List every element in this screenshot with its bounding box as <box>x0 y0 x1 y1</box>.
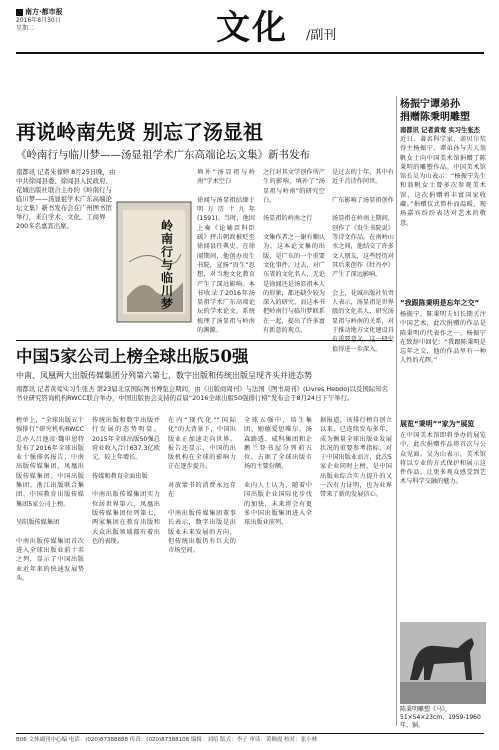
article1-col2: 填补“汤显祖与岭南”学术空白 徐闻与汤显祖结缘于明万历十九年(1591)。当时，他因上奏《论辅臣科臣疏》抨击朝政被贬至徐闻县任典史。在徐闻期间，他创办贵生书院，宣扬“贵生”思想，对当地文化教育产生了深远影响。本书收录了2016年汤显祖学术广东高端论坛的学术论文，系统梳理了汤显祖与岭南的渊源。 <box>197 169 255 335</box>
article1-col3: 之行对其文学创作所产生的影响，填补了“汤显祖与岭南”的研究空白。 汤显祖的岭南之行 文集作者之一谢有顺认为，这本论文集的出版，是广东的一个重要文化事件。过去，对广东省的文化名人，无论是徐闻还是汤显祖本人的形象，都还缺少较为深入的研究，而这本书把岭南行与临川梦联系在一起，提出了许多富有新意的观点。 <box>263 169 325 335</box>
article1-byline: 南都讯 记者朱蓉婷 8月25日晚，由中共徐闻县委、徐闻县人民政府、花城出版社联合主办的《岭南行与临川梦——汤显祖学术广东高端论坛文集》新书发布会在广州图书馆举行，来自学术、文化、工商界200多名嘉宾出席。 <box>16 168 116 230</box>
masthead <box>16 8 486 48</box>
article2-col3: 在内“现代化”“国际化”的大背景下，中国出版业正加速走向世界。报告还显示，中国的出版机构在全球的影响力正在逐步提升。 对放蒙书的消费永远存在 中南出版传媒集团董事长表示，数字出版是出版业未来发展的方向，但传统出版仍有巨大的市场空间。 <box>168 417 236 555</box>
article2-rule <box>16 340 392 341</box>
article2-headline: 中国5家公司上榜全球出版50强 <box>16 347 249 366</box>
article1-col4: 是过去的十年，其中有近千首诗作问世。 广东影响了汤显祖创作 汤显祖在岭南上期间，创作了《贵生书院说》等诗文作品。在南岭山水之间，他结交了许多文人朋友，这些经历对其后来创作《牡丹亭》产生了深远影响。 会上，花城出版社负责人表示，汤显祖是世界级的文化名人，研究汤显祖与岭南的关系，对于推动地方文化建设具有重要意义，这一研究值得进一步深入。 <box>332 169 394 353</box>
paper-info <box>16 8 106 33</box>
article1-headline: 再说岭南先贤 别忘了汤显祖 <box>16 120 263 144</box>
article2-col4: 全球五强中，培生集团、励德爱思唯尔、汤森路透、威科集团和企鹅兰登书屋分列前五位，占据了全球出版市场的主要份额。 业内人士认为，随着中国出版企业国际化步伐的加快，未来将会有更多中国出版集团进入全球出版业前列。 <box>244 417 312 527</box>
sidebar-article <box>400 98 486 547</box>
paper-name: 南方·都市报 <box>25 8 63 16</box>
page-footer: B06 文体副刊中心编 电话：(020)87388888 传真：(020)87388108 编辑：刘培 版式：李子 审读：黄婉霞 校对：张小林 <box>16 733 484 745</box>
sidebar-body: 近日，著名科学家、诺贝尔奖得主杨振宁、谭弟孙与夫人翁帆女士向中国美术馆捐赠了陈秉明的雕塑作品。中国美术馆馆长吴为山表示：“杨振宁先生和翁帆女士曾多次参观美术馆，这次捐赠将丰富国家收藏。”捐赠仪式简朴而温暖，现场嘉宾纷纷表达对艺术的敬意。 <box>400 136 486 227</box>
sidebar-body-3: 在中国美术馆即将举办的展览中，此次捐赠作品将首次与公众见面。吴为山表示，美术馆将以专业的方式保护和展示这件作品，让更多观众感受到艺术与科学交融的魅力。 <box>400 432 486 486</box>
article2-col1: 榜单上，“全球出版五十强排行”研究机构RWCC总办人吕他帝·魏申恩特发布了2016年全球出版业十强排名报告，中南出版传媒集团、凤凰出版传媒集团、中国出版集团、浙江出版联合集团、中国教育出版传媒集团5家公司上榜。 呈阳版传媒集团 中南出版传媒集团首次进入全球出版业前十名之列，显示了中国出版业近年来的快速发展势头。 <box>16 417 84 583</box>
section-title: 文化 <box>216 8 288 48</box>
article2-col5: 据报道，该排行榜自创立以来，已连续发布多年，成为衡量全球出版业发展状况的重要参考指标。对于中国出版业而言，此次5家企业同时上榜，是中国出版业综合实力提升的又一次有力证明，也为业界带来了新的发展信心。 <box>320 417 392 499</box>
sidebar-body-2: 杨振宁，陈秉明夫妇长期关注中国艺术，此次捐赠的作品是陈秉明的代表作之一。杨振宁在致辞中回忆：“我跟陈秉明是忘年之交，他的作品里有一种人性的光辉。” <box>400 311 486 365</box>
sidebar-divider <box>396 96 397 726</box>
sidebar-subhead-2: 展览“秉明”“家为”展览 <box>400 420 475 428</box>
issue-weekday: 星期二 <box>16 25 35 32</box>
sidebar-title: 杨振宁谭弟孙 捐赠陈秉明雕塑 <box>400 99 470 123</box>
paper-logo-icon <box>16 9 23 16</box>
issue-date: 2016年8月30日 <box>16 17 61 24</box>
section-subtitle: /副刊 <box>306 28 337 43</box>
article2-subhead: 中南、凤凰两大出版传媒集团分列第六第七，数字出版和传统出版呈现齐头并进态势 <box>16 371 312 380</box>
article2-col2: 传统出版和数字出版并行发展的态势明显。2015年全球出版50强总营业收入合计637.3亿欧元，较上年增长。 传媒和教育全面出版 中南出版传媒集团实力位居世界第六，凤凰出版传媒集团位列第七，两家集团在教育出版和大众出版领域都有着出色的表现。 <box>92 417 160 545</box>
masthead-rule <box>16 52 484 54</box>
book-cover-title: 岭南行与临川梦 <box>161 219 174 311</box>
article1-subhead: 《岭南行与临川梦——汤显祖学术广东高端论坛文集》新书发布 <box>16 149 310 161</box>
sidebar-subhead-1: “我跟陈秉明是忘年之交” <box>400 299 480 307</box>
sidebar-byline: 南都讯 记者黄莺 实习生张杰 <box>400 127 480 134</box>
book-cover-image <box>117 202 191 322</box>
sculpture-caption: 陈秉明雕塑《马》，51×54×23cm，1959-1960年，铜。 <box>400 706 481 729</box>
article2-byline: 南都讯 记者黄莺实习生张杰 第23届北京国际图书博览会期间，由《出版商周刊》与法国《图书周刊》(Livres Hebdo)以及国际知名书业研究咨询机构RWCC联合举办，中国出版协会支持的首届“2016全球出版50强排行榜”发布会于8月24日下午举行。 <box>16 385 388 402</box>
sculpture-photo <box>400 622 486 704</box>
